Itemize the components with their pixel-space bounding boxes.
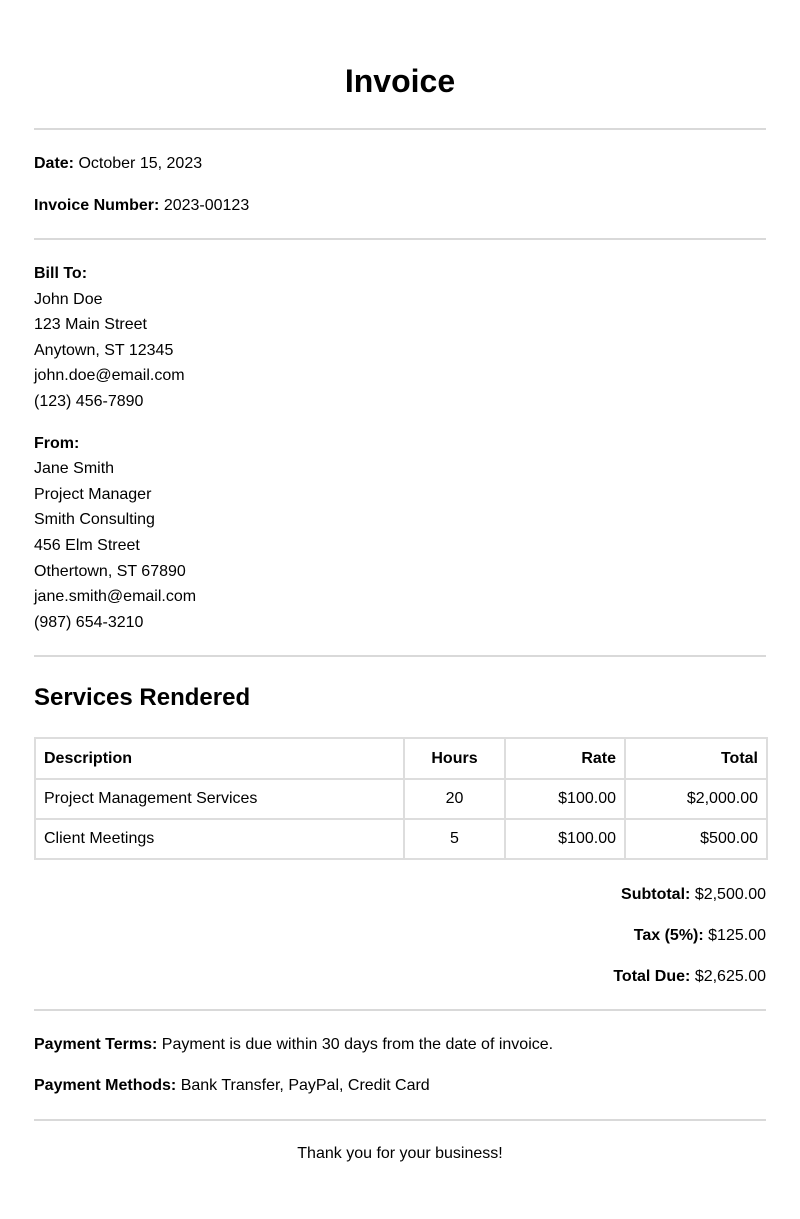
cell-total: $2,000.00 (625, 779, 767, 819)
from-block (34, 431, 766, 636)
payment-terms-value: Payment is due within 30 days from the date of invoice. (161, 1036, 554, 1054)
column-header-total: Total (625, 738, 767, 779)
from-label: From: (34, 434, 80, 452)
total-due-row (34, 967, 766, 987)
invoice-number-label: Invoice Number: (34, 197, 160, 214)
tax-label: Tax (5%): (633, 927, 704, 945)
bill-to-block (34, 261, 766, 415)
cell-description: Project Management Services (35, 779, 404, 819)
total-due-label: Total Due: (613, 968, 691, 986)
invoice-date (34, 154, 766, 174)
subtotal-row (34, 885, 766, 905)
from-name: Jane Smith (34, 460, 115, 478)
invoice-number-value: 2023-00123 (163, 197, 250, 214)
totals-block (34, 885, 766, 987)
from-street: 456 Elm Street (34, 536, 140, 554)
tax-value: $125.00 (708, 927, 766, 945)
cell-description: Client Meetings (35, 819, 404, 859)
table-row (35, 779, 767, 819)
payment-terms-label: Payment Terms: (34, 1036, 158, 1054)
from-city: Othertown, ST 67890 (34, 562, 186, 580)
payment-terms (34, 1035, 766, 1055)
bill-to-city: Anytown, ST 12345 (34, 341, 174, 359)
subtotal-label: Subtotal: (621, 886, 691, 904)
column-header-hours: Hours (404, 738, 505, 779)
from-company: Smith Consulting (34, 511, 155, 529)
services-title: Services Rendered (34, 684, 251, 712)
table-row (35, 819, 767, 859)
payment-methods (34, 1076, 766, 1096)
cell-rate: $100.00 (505, 779, 625, 819)
invoice-page (34, 0, 766, 1164)
bill-to-name: John Doe (34, 290, 103, 308)
total-due-value: $2,625.00 (694, 968, 766, 986)
subtotal-value: $2,500.00 (694, 886, 766, 904)
cell-rate: $100.00 (505, 819, 625, 859)
cell-hours: 5 (404, 819, 505, 859)
divider (34, 128, 766, 130)
payment-methods-label: Payment Methods: (34, 1077, 177, 1095)
divider (34, 655, 766, 657)
date-label: Date: (34, 155, 75, 172)
tax-row (34, 926, 766, 946)
from-phone: (987) 654-3210 (34, 613, 144, 631)
table-header-row (35, 738, 767, 779)
invoice-number (34, 196, 766, 216)
from-title: Project Manager (34, 485, 152, 503)
payment-methods-value: Bank Transfer, PayPal, Credit Card (180, 1077, 430, 1095)
bill-to-label: Bill To: (34, 265, 88, 282)
bill-to-email: john.doe@email.com (34, 367, 185, 385)
column-header-rate: Rate (505, 738, 625, 779)
thank-you-note: Thank you for your business! (297, 1145, 503, 1163)
date-value: October 15, 2023 (78, 155, 203, 172)
cell-total: $500.00 (625, 819, 767, 859)
bill-to-street: 123 Main Street (34, 316, 147, 334)
divider (34, 1009, 766, 1011)
divider (34, 1119, 766, 1121)
cell-hours: 20 (404, 779, 505, 819)
page-title: Invoice (344, 63, 456, 99)
from-email: jane.smith@email.com (34, 588, 197, 606)
divider (34, 238, 766, 240)
column-header-description: Description (35, 738, 404, 779)
services-table (34, 737, 768, 860)
bill-to-phone: (123) 456-7890 (34, 392, 144, 410)
